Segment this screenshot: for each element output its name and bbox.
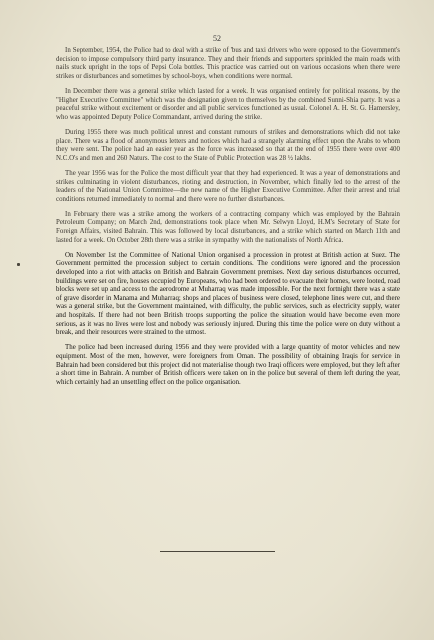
paragraph-6: On November 1st the Committee of National Union organised a procession in protest at British action at Suez. The Government permitted the procession subject to certain conditions. The conditions were ignored and the procession developed into a riot with attacks on British and Bahrain Government premises. Next day serious disturbances occurred, buildings were set on fire, houses occupied by Europeans, who had been ordered to evacuate their homes, were looted, road blocks were set up and access to the aerodrome at Muharraq was made impossible. For the next fortnight there was a state of grave disorder in Manama and Muharraq; shops and places of business were closed, telephone lines were cut, and there was a general strike, but the Government maintained, with difficulty, the public services, such as electricity supply, water and hospitals. If there had not been British troops supporting the police the situation would have become even more serious, as it was no lives were lost and nobody was seriously injured. During this time the police were on duty without a break, and their resources were strained to the utmost.: [56, 251, 400, 337]
paragraph-1: In September, 1954, the Police had to deal with a strike of 'bus and taxi drivers who were opposed to the Government's decision to impose compulsory third party insurance. They and their friends and supporters sprinkled the main roads with nails stuck upright in the tops of Pepsi Cola bottles. This practice was carried out on various occasions when there were strikes or disturbances and sometimes by school-boys, when conditions were normal.: [56, 47, 400, 80]
paragraph-2: In December there was a general strike which lasted for a week. It was organised entirely for political reasons, by the "Higher Executive Committee" which was the designation given to themselves by the combined Sunni-Shia party. It was a peaceful strike without excitement or disorder and all public services functioned as usual. Colonel A. H. St. G. Hamersley, who was appointed Deputy Police Commandant, arrived during the strike.: [56, 87, 400, 121]
paragraph-4: The year 1956 was for the Police the most difficult year that they had experienced. It was a year of demonstrations and strikes culminating in violent disturbances, rioting and destruction, in November, which finally led to the arrest of the leaders of the National Union Committee—the new name of the Higher Executive Committee. After their arrest and trial conditions returned immediately to normal and there were no further disturbances.: [56, 169, 400, 203]
paragraph-3: During 1955 there was much political unrest and constant rumours of strikes and demonstrations which did not take place. There was a flood of anonymous letters and notices which had a strangely alarming effect upon the Arabs to whom they were sent. The police had an easier year as the force was increased so that at the end of 1955 there were over 400 N.C.O's and men and 260 Naturs. The cost to the State of Public Protection was 28 ½ lakhs.: [56, 128, 400, 162]
paragraph-7: The police had been increased during 1956 and they were provided with a large quantity of motor vehicles and new equipment. Most of the men, however, were foreigners from Oman. The possibility of obtaining Iraqis for service in Bahrain had been considered but this project did not materialise though two Iraqi officers were employed, but they left after a short time in Bahrain. A number of British officers were taken on in the police but several of them left during the year, which certainly had an unsettling effect on the police organisation.: [56, 344, 400, 386]
paragraph-5: In February there was a strike among the workers of a contracting company which was employed by the Bahrain Petroleum Company; on March 2nd, demonstrations took place when Mr. Selwyn Lloyd, H.M's Secretary of State for Foreign Affairs, visited Bahrain. This was followed by local disturbances, and a strike which started on March 11th and lasted for a week. On October 28th there was a strike in sympathy with the nationalists of North Africa.: [56, 210, 400, 244]
margin-mark: [17, 263, 20, 266]
footer-rule: [160, 551, 275, 552]
body-text: [56, 47, 400, 394]
page-number: 52: [213, 34, 221, 43]
